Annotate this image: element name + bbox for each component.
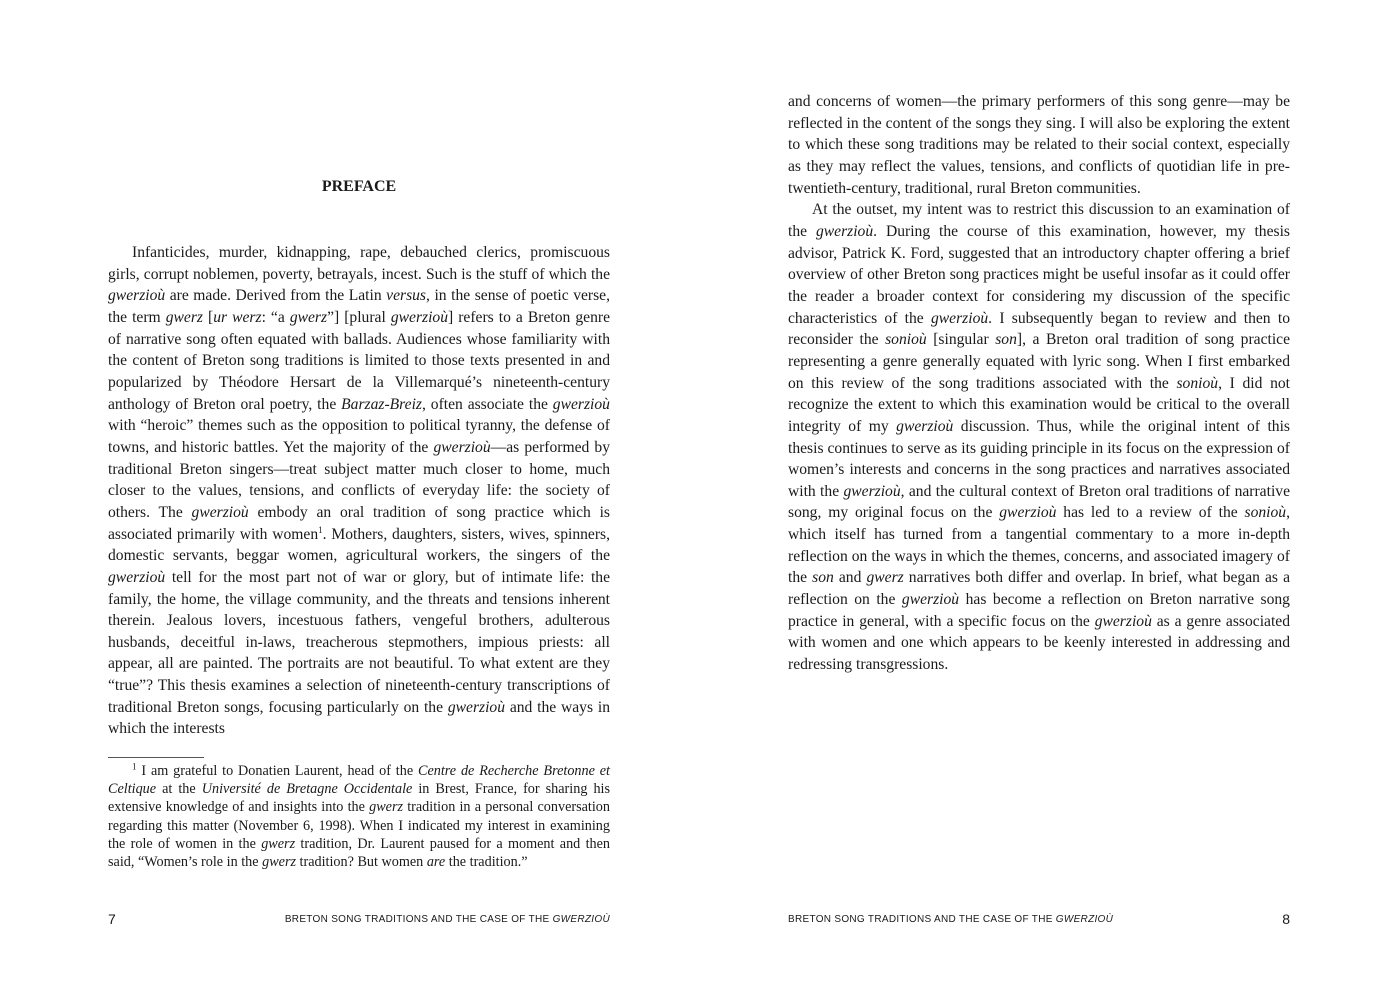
- page-number: 7: [108, 911, 116, 927]
- preface-body-continued: [788, 91, 1290, 676]
- running-head-text: BRETON SONG TRADITIONS AND THE CASE OF THE: [284, 914, 553, 925]
- paragraph: At the outset, my intent was to restrict this discussion to an examination of the gwerzioù. During the course of this examination, however, my thesis advisor, Patrick K. Ford, suggested that an introductory chapter offering a brief overview of other Breton song practices might be useful insofar as it could offer the reader a broader context for considering my discussion of the specific characteristics of the gwerzioù. I subsequently began to review and then to reconsider the sonioù [singular son], a Breton oral tradition of song practice representing a genre generally equated with lyric song. When I first embarked on this review of the song traditions associated with the sonioù, I did not recognize the extent to which this examination would be critical to the overall integrity of my gwerzioù discussion. Thus, while the original intent of this thesis continues to serve as its guiding principle in its focus on the expression of women’s interests and concerns in the song practices and narratives associated with the gwerzioù, and the cultural context of Breton oral traditions of narrative song, my original focus on the gwerzioù has led to a review of the sonioù, which itself has turned from a tangential commentary to a more in-depth reflection on the ways in which the themes, concerns, and associated imagery of the son and gwerz narratives both differ and overlap. In brief, what began as a reflection on the gwerzioù has become a reflection on Breton narrative song practice in general, with a specific focus on the gwerzioù as a genre associated with women and one which appears to be keenly interested in addressing and redressing transgressions.: [788, 201, 1291, 674]
- footnote-marker: 1: [132, 761, 137, 772]
- paragraph: Infanticides, murder, kidnapping, rape, debauched clerics, promiscuous girls, corrupt noblemen, poverty, betrayals, incest. Such is the stuff of which the gwerzioù are made. Derived from the Latin versus, in the sense of poetic verse, the term gwerz [ur werz: “a gwerz”] [plural gwerzioù] refers to a Breton genre of narrative song often equated with ballads. Audiences whose familiarity with the content of Breton song traditions is limited to those texts presented in and popularized by Théodore Hersart de la Villemarqué’s nineteenth-century anthology of Breton oral poetry, the Barzaz-Breiz, often associate the gwerzioù with “heroic” themes such as the opposition to political tyranny, the defense of towns, and historic battles. Yet the majority of the gwerzioù—as performed by traditional Breton singers—treat subject matter much closer to home, much closer to the values, tensions, and conflicts of everyday life: the society of others. The gwerzioù embody an oral tradition of song practice which is associated primarily with women$^1$. Mothers, daughters, sisters, wives, spinners, domestic servants, beggar women, agricultural workers, the singers of the gwerzioù tell for the most part not of war or glory, but of intimate life: the family, the home, the village community, and the threats and tensions inherent therein. Jealous lovers, incestuous fathers, vengeful brothers, adulterous husbands, deceitful in-laws, treacherous stepmothers, impious priests: all appear, all are painted. The portraits are not beautiful. To what extent are they “true”? This thesis examines a selection of nineteenth-century transcriptions of traditional Breton songs, focusing particularly on the gwerzioù and the ways in which the interests: [108, 244, 611, 738]
- running-head-italic: GWERZIOÙ: [1055, 914, 1114, 925]
- left-page: [108, 0, 610, 992]
- page-number: 8: [1282, 911, 1290, 927]
- running-head-text: BRETON SONG TRADITIONS AND THE CASE OF THE: [788, 914, 1056, 925]
- paragraph: and concerns of women—the primary performers of this song genre—may be reflected in the content of the songs they sing. I will also be exploring the extent to which these song traditions may be related to their social context, especially as they may reflect the values, tensions, and conflicts of quotidian life in pre-twentieth-century, traditional, rural Breton communities.: [788, 93, 1290, 197]
- running-head: [788, 914, 1113, 925]
- running-head: [285, 914, 610, 925]
- page-title: PREFACE: [321, 178, 397, 195]
- preface-body: [108, 242, 610, 740]
- footnote: $^1$ I am grateful to Donatien Laurent, head of the Centre de Recherche Bretonne et Celtique at the Université de Bretagne Occidentale in Brest, France, for sharing his extensive knowledge of and insights into the gwerz tradition in a personal conversation regarding this matter (November 6, 1998). When I indicated my interest in examining the role of women in the gwerz tradition, Dr. Laurent paused for a moment and then said, “Women’s role in the gwerz tradition? But women are the tradition.”: [108, 761, 611, 871]
- running-head-italic: GWERZIOÙ: [552, 914, 610, 925]
- footnote-reference[interactable]: 1: [318, 524, 323, 535]
- footnote-divider: [108, 757, 204, 758]
- right-page: [788, 0, 1290, 992]
